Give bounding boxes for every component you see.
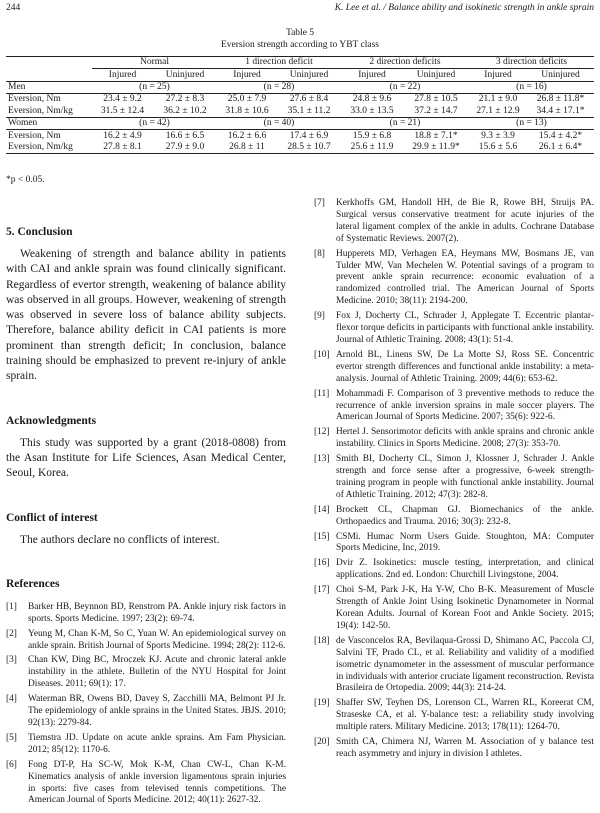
table-title: Eversion strength according to YBT class	[220, 40, 380, 50]
reference-item	[6, 694, 286, 730]
table-cell: 27.8 ± 8.1	[92, 142, 153, 154]
reference-text: Smith BI, Docherty CL, Simon J, Klossner J, Schrader J. Ankle strength and force sense after a progressive, 6-week strength-training program in people with functional ankle instability. Journal of Athletic Training. 2012; 47(3): 282-8.	[336, 454, 594, 500]
table-cell: 27.9 ± 9.0	[153, 142, 217, 154]
table-cell: 24.8 ± 9.6	[352, 94, 392, 105]
table-caption	[0, 27, 600, 51]
group-count: (n = 28)	[217, 81, 341, 93]
table-cell: 15.4 ± 4.2*	[538, 130, 583, 141]
reference-text: Fox J, Docherty CL, Schrader J, Applegate T. Eccentric plantar-flexor torque deficits in participants with functional ankle instability. Journal of Athletic Training. 2008; 43(1): 51-4.	[336, 311, 594, 345]
table-cell: 36.2 ± 10.2	[153, 106, 217, 118]
reference-item	[314, 249, 594, 309]
table-cell: 25.0 ± 7.9	[227, 94, 267, 105]
conclusion-text: Weakening of strength and balance ability in patients with CAI and ankle sprain was found clinically significant. Regardless of evertor strength, weakening of balance ability was observed in all groups. However, weakening of strength was observed in severe loss of balance ability subjects. Therefore, balance ability deficit in CAI patients is more prominent than strength deficit; In conclusion, balance training should be emphasized to prevent re-injury of ankle sprain.	[6, 248, 286, 383]
reference-number: [19]	[314, 698, 330, 709]
reference-text: Dvir Z. Isokinetics: muscle testing, interpretation, and clinical applications. 2nd ed. London: Churchill Livingstone, 2004.	[336, 558, 594, 581]
reference-number: [4]	[6, 694, 17, 705]
row-label: Eversion, Nm	[8, 130, 61, 141]
group-count: (n = 40)	[217, 117, 341, 129]
running-header	[6, 3, 594, 16]
reference-text: Waterman BR, Owens BD, Davey S, Zacchilli MA, Belmont PJ Jr. The epidemiology of ankle sprains in the United States. JBJS. 2010; 92(13): 2279-84.	[28, 694, 286, 729]
reference-text: CSMi. Humac Norm Users Guide. Stoughton, MA: Computer Sports Medicine, Inc, 2019.	[336, 531, 594, 554]
reference-item	[314, 636, 594, 696]
reference-number: [18]	[314, 635, 330, 646]
reference-item	[6, 760, 286, 808]
group-count: (n = 22)	[341, 81, 469, 93]
reference-number: [13]	[314, 454, 330, 465]
reference-item	[314, 454, 594, 502]
subheader-uninjured: Uninjured	[527, 69, 594, 81]
subheader-injured: Injured	[92, 69, 153, 81]
reference-number: [10]	[314, 349, 330, 360]
reference-item	[6, 655, 286, 691]
table-cell: 26.8 ± 11.8*	[536, 94, 585, 105]
reference-number: [3]	[6, 655, 17, 666]
table-cell: 27.1 ± 12.9	[469, 106, 527, 118]
table-cell: 15.9 ± 6.8	[352, 130, 392, 141]
reference-number: [5]	[6, 732, 17, 743]
reference-item	[314, 198, 594, 246]
reference-item	[6, 629, 286, 653]
reference-list-left	[6, 602, 286, 808]
table-row	[6, 106, 594, 118]
reference-item	[314, 558, 594, 582]
reference-number: [7]	[314, 198, 325, 208]
table-cell: 26.8 ± 11	[217, 142, 277, 154]
subheader-injured: Injured	[217, 69, 277, 81]
subheader-uninjured: Uninjured	[403, 69, 469, 81]
reference-item	[314, 698, 594, 734]
reference-number: [15]	[314, 531, 330, 542]
table-cell: 17.4 ± 6.9	[289, 130, 329, 141]
reference-text: Choi S-M, Park J-K, Ha Y-W, Cho B-K. Measurement of Muscle Strength of Ankle Joint Using Isokinetic Dynamometer in Normal Korean Adults. Journal of Korean Foot and Ankle Society. 2015; 19(4): 142-50.	[336, 585, 594, 631]
acknowledgments-text: This study was supported by a grant (2018-0808) from the Asan Institute for Life Sciences, Asan Medical Center, Seoul, Korea.	[6, 436, 286, 480]
reference-text: Yeung M, Chan K-M, So C, Yuan W. An epidemiological survey on ankle sprain. British Journal of Sports Medicine. 1994; 28(2): 112-6.	[28, 628, 286, 651]
reference-text: Mohammadi F. Comparison of 3 preventive methods to reduce the recurrence of ankle inversion sprains in male soccer players. The American Journal of Sports Medicine. 2007; 35(6): 922-6.	[336, 388, 594, 423]
reference-list-right	[314, 198, 594, 761]
table-cell: 31.5 ± 12.4	[92, 106, 153, 118]
table-cell: 9.3 ± 3.9	[481, 130, 515, 141]
table-subheader-row	[6, 69, 594, 81]
section-row-men	[6, 81, 594, 93]
reference-text: Brockett CL, Chapman GJ. Biomechanics of the ankle. Orthopaedics and Trauma. 2016; 30(3): 232-8.	[336, 504, 594, 527]
reference-text: Tiemstra JD. Update on acute ankle sprains. Am Fam Physician. 2012; 85(12): 1170-6.	[28, 732, 286, 755]
reference-number: [9]	[314, 311, 325, 322]
reference-text: Hupperets MD, Verhagen EA, Heymans MW, Bosmans JE, van Tulder MW, Van Mechelen W. Potential savings of a program to prevent ankle sprain recurrence: economic evaluation of a randomized controlled trial. The American Journal of Sports Medicine. 2010; 38(11): 2194-200.	[336, 248, 594, 307]
row-label: Eversion, Nm/kg	[6, 106, 92, 118]
running-title: K. Lee et al. / Balance ability and isokinetic strength in ankle sprain	[334, 3, 594, 13]
group-count: (n = 25)	[92, 81, 217, 93]
table-row	[6, 130, 594, 142]
subheader-injured: Injured	[469, 69, 527, 81]
reference-item	[314, 350, 594, 386]
table-cell: 21.1 ± 9.0	[478, 94, 518, 105]
subheader-uninjured: Uninjured	[277, 69, 341, 81]
reference-number: [16]	[314, 558, 330, 569]
table-cell: 33.0 ± 13.5	[341, 106, 403, 118]
row-label: Eversion, Nm/kg	[6, 142, 92, 154]
reference-item	[314, 585, 594, 633]
reference-item	[314, 737, 594, 761]
conclusion-heading: 5. Conclusion	[6, 226, 73, 238]
group-count: (n = 13)	[469, 117, 594, 129]
reference-number: [12]	[314, 427, 330, 438]
table-cell: 29.9 ± 11.9*	[403, 142, 469, 154]
reference-item	[314, 427, 594, 451]
left-column	[6, 198, 286, 810]
table-group-header-row	[6, 57, 594, 69]
reference-number: [11]	[314, 388, 330, 399]
table-cell: 16.2 ± 4.9	[103, 130, 142, 141]
reference-text: Fong DT-P, Ha SC-W, Mok K-M, Chan CW-L, Chan K-M. Kinematics analysis of ankle inversion ligamentous sprain injuries in sports: five cases from televised tennis competitions. The American Journal of Sports Medicine. 2012; 40(11): 2627-32.	[28, 759, 286, 806]
reference-item	[314, 532, 594, 556]
table-cell: 26.1 ± 6.4*	[527, 142, 594, 154]
table-cell: 37.2 ± 14.7	[403, 106, 469, 118]
reference-number: [1]	[6, 601, 17, 612]
reference-text: Kerkhoffs GM, Handoll HH, de Bie R, Rowe BH, Struijs PA. Surgical versus conservative treatment for acute injuries of the lateral ligament complex of the ankle in adults. Cochrane Database of Systematic Reviews. 2007(2).	[336, 198, 594, 244]
table-cell: 35.1 ± 11.2	[277, 106, 341, 118]
table-row	[6, 142, 594, 154]
reference-number: [8]	[314, 248, 325, 259]
reference-item	[314, 389, 594, 425]
reference-number: [20]	[314, 737, 330, 748]
table-cell: 16.2 ± 6.6	[227, 130, 267, 141]
section-label: Men	[6, 81, 92, 93]
reference-text: Smith CA, Chimera NJ, Warren M. Association of y balance test reach asymmetry and injury in division I athletes.	[336, 737, 594, 759]
reference-item	[314, 311, 594, 347]
table-cell: 16.6 ± 6.5	[165, 130, 205, 141]
table-row	[6, 94, 594, 106]
group-header: 2 direction deficits	[341, 57, 469, 69]
table-cell: 34.4 ± 17.1*	[527, 106, 594, 118]
eversion-strength-table	[6, 56, 594, 154]
conflict-heading: Conflict of interest	[6, 511, 98, 524]
table-cell: 31.8 ± 10.6	[217, 106, 277, 118]
reference-item	[6, 733, 286, 757]
group-count: (n = 21)	[341, 117, 469, 129]
reference-item	[6, 602, 286, 626]
reference-text: de Vasconcelos RA, Bevilaqua-Grossi D, Shimano AC, Paccola CJ, Salvini TF, Prado CL, et al. Reliability and validity of a modified isometric dynamometer in the assessment of muscular performance in individuals with anterior cruciate ligament reconstruction. Revista Brasileira de Ortopedia. 2009; 44(3): 214-24.	[336, 635, 594, 694]
reference-text: Chan KW, Ding BC, Mroczek KJ. Acute and chronic lateral ankle instability in the athlete. Bulletin of the NYU Hospital for Joint Diseases. 2011; 69(1): 17.	[28, 655, 286, 690]
table-cell: 15.6 ± 5.6	[469, 142, 527, 154]
table-cell: 27.6 ± 8.4	[289, 94, 329, 105]
group-header: 1 direction deficit	[217, 57, 341, 69]
conflict-text: The authors declare no conflicts of interest.	[20, 533, 220, 546]
reference-number: [17]	[314, 585, 330, 596]
subheader-injured: Injured	[341, 69, 403, 81]
table-cell: 25.6 ± 11.9	[341, 142, 403, 154]
section-row-women	[6, 117, 594, 129]
reference-text: Shaffer SW, Teyhen DS, Lorenson CL, Warren RL, Koreerat CM, Straseske CA, et al. Y-balance test: a reliability study involving multiple raters. Military Medicine. 2013; 178(11): 1264-70.	[336, 698, 594, 733]
reference-item	[314, 505, 594, 529]
reference-number: [2]	[6, 628, 17, 639]
table-cell: 18.8 ± 7.1*	[414, 130, 458, 141]
table-label: Table 5	[285, 28, 315, 38]
references-heading: References	[6, 577, 60, 590]
acknowledgments-heading: Acknowledgments	[6, 414, 97, 427]
table-cell: 27.8 ± 10.5	[414, 94, 458, 105]
section-label: Women	[6, 117, 92, 129]
reference-number: [14]	[314, 504, 330, 515]
reference-number: [6]	[6, 759, 17, 770]
right-column	[314, 198, 594, 764]
group-header: Normal	[92, 57, 217, 69]
reference-text: Hertel J. Sensorimotor deficits with ankle sprains and chronic ankle instability. Clinics in Sports Medicine. 2008; 27(3): 353-70.	[336, 427, 594, 450]
table-footnote: *p < 0.05.	[6, 175, 45, 185]
table-cell: 27.2 ± 8.3	[165, 94, 205, 105]
subheader-uninjured: Uninjured	[153, 69, 217, 81]
table-cell: 28.5 ± 10.7	[277, 142, 341, 154]
reference-text: Arnold BL, Linens SW, De La Motte SJ, Ross SE. Concentric evertor strength differences and functional ankle instability: a meta-analysis. Journal of Athletic Training. 2009; 44(6): 653-62.	[336, 349, 594, 384]
page-number: 244	[6, 3, 21, 13]
row-label: Eversion, Nm	[8, 94, 61, 105]
reference-text: Barker HB, Beynnon BD, Renstrom PA. Ankle injury risk factors in sports. Sports Medicine. 1997; 23(2): 69-74.	[28, 601, 286, 624]
table-cell: 23.4 ± 9.2	[103, 94, 142, 105]
group-count: (n = 16)	[469, 81, 594, 93]
group-header: 3 direction deficits	[469, 57, 594, 69]
group-count: (n = 42)	[92, 117, 217, 129]
